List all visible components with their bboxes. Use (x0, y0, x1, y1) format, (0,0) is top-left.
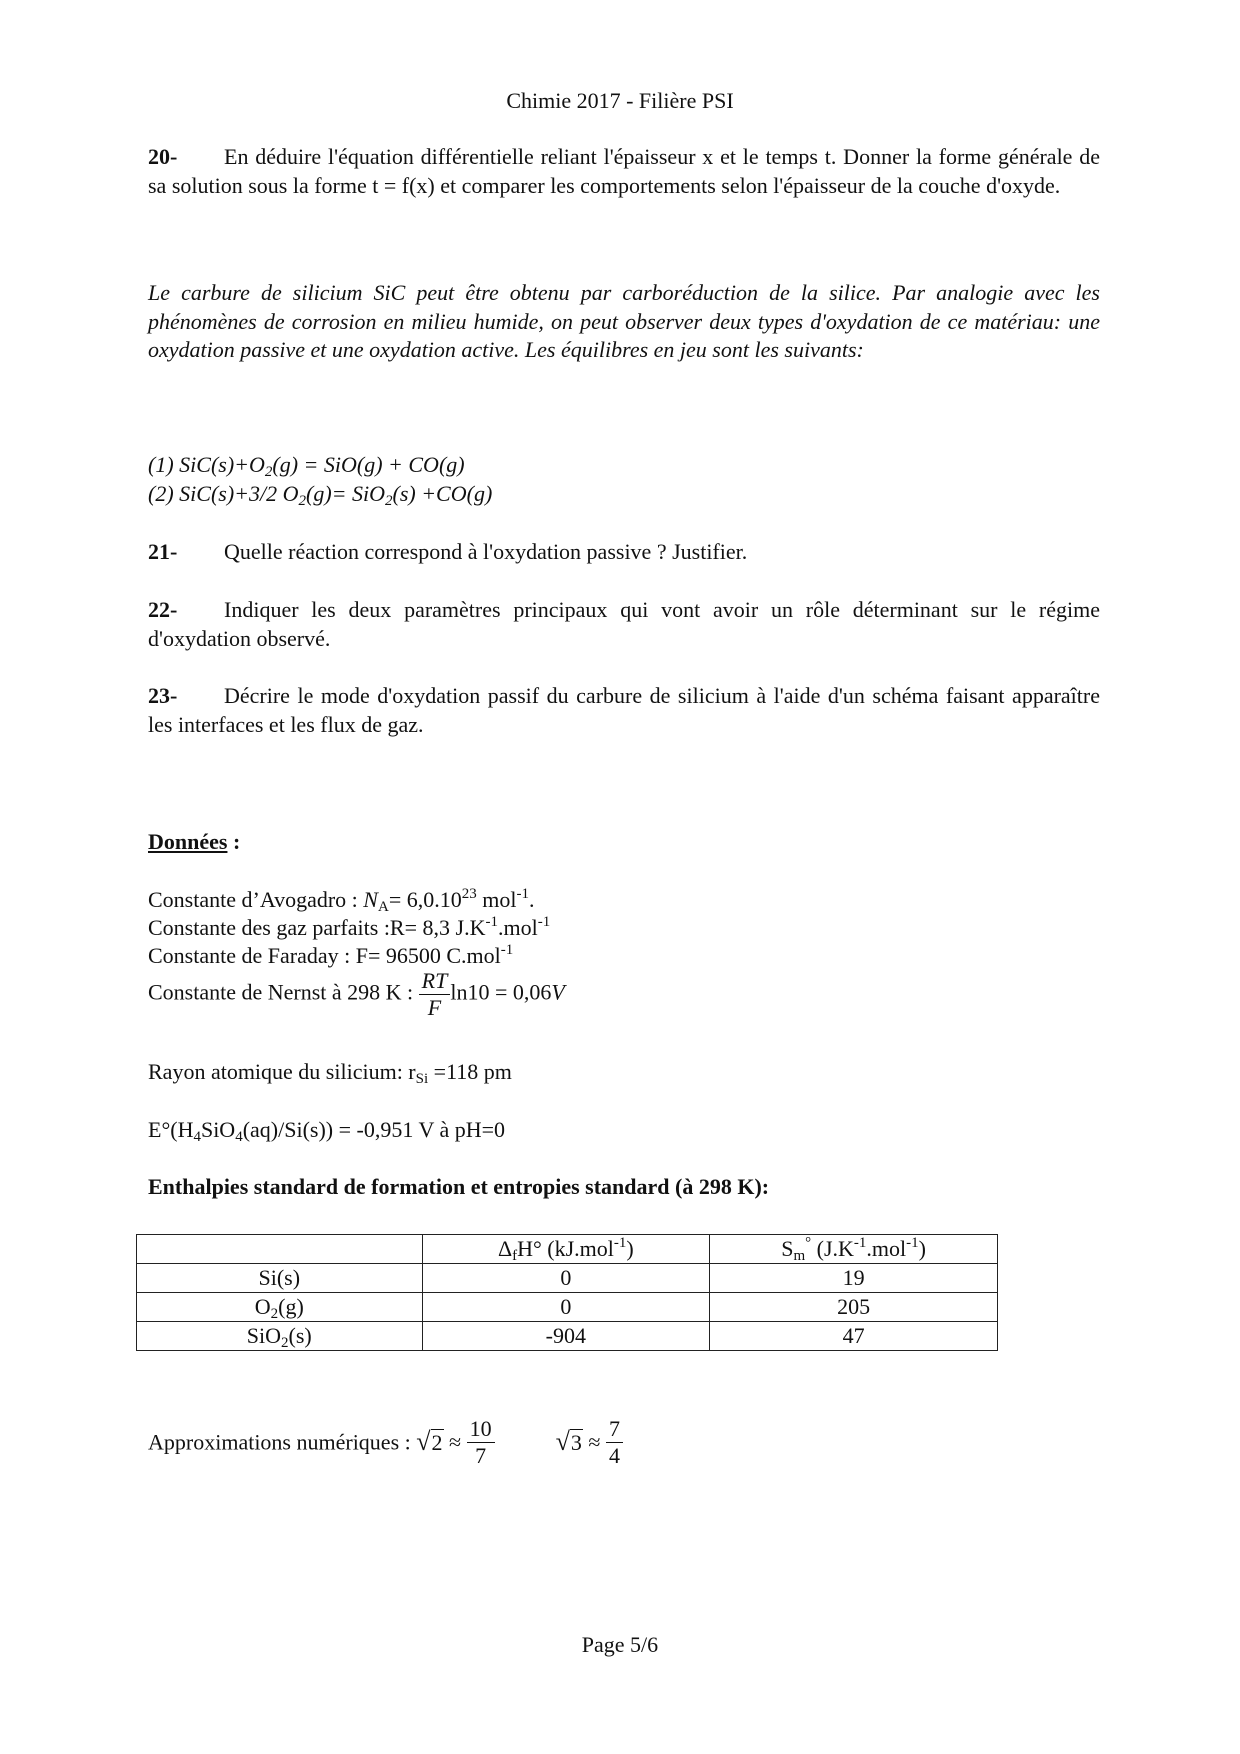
table-cell: 19 (710, 1264, 998, 1293)
question-20 (148, 143, 1100, 200)
page-header: Chimie 2017 - Filière PSI (506, 88, 734, 113)
table-cell: 0 (422, 1293, 710, 1322)
numerical-approximations: Approximations numériques : √2 ≈ $\frac{10}{7}$ √3 ≈ $\frac{7}{4}$ (148, 1416, 623, 1469)
nernst-constant: Constante de Nernst à 298 K : $\frac{RT}{F}$ ln10 = 0,06V (148, 968, 565, 1020)
table-cell: 47 (710, 1322, 998, 1351)
avogadro-constant: Constante d’Avogadro : $N_A= 6,0.10^{23}$ mol$^{-1}$. (148, 886, 535, 915)
equation-1: (1) $SiC(s)+O_2(g) = SiO(g) + CO(g)$ (148, 452, 465, 480)
enthalpies-title: Enthalpies standard de formation et entropies standard (à 298 K): (148, 1174, 770, 1199)
table-header-cell: $S_m^\circ$ $(J.K^{-1}.mol^{-1})$ (710, 1235, 998, 1264)
nernst-fraction: $\frac{RT}{F}$ (419, 968, 451, 1021)
sqrt-2: √2 (416, 1427, 443, 1456)
question-21 (148, 538, 1100, 567)
table-header-row (137, 1235, 998, 1264)
table-cell: $O_2(g)$ (137, 1293, 423, 1322)
question-text: Quelle réaction correspond à l'oxydation passive ? Justifier. (224, 539, 748, 564)
table-header-cell: $\Delta_fH^\circ$ (kJ.mol$^{-1}$) (422, 1235, 710, 1264)
table-row (137, 1293, 998, 1322)
fraction-10-7: $\frac{10}{7}$ (467, 1416, 495, 1469)
table-cell: Si(s) (137, 1264, 423, 1293)
standard-potential: $E^\circ(H_4SiO_4(aq)/Si(s)) = -0,951$ V à pH=0 (148, 1117, 506, 1145)
table-row (137, 1264, 998, 1293)
equation-2: (2) SiC(s)+3/2 $O_2(g)= SiO_2(s) +CO(g)$ (148, 481, 493, 509)
question-number: 21- (148, 539, 178, 564)
question-22 (148, 596, 1100, 653)
page-number: Page 5/6 (581, 1632, 659, 1657)
fraction-7-4: $\frac{7}{4}$ (606, 1416, 623, 1469)
sqrt-3: √3 (555, 1427, 582, 1456)
table-row (137, 1322, 998, 1351)
table-cell: 205 (710, 1293, 998, 1322)
table-header-cell (137, 1235, 423, 1264)
thermo-table (136, 1234, 998, 1351)
question-text: Décrire le mode d'oxydation passif du carbure de silicium à l'aide d'un schéma faisant apparaître les interfaces et les flux de gaz. (148, 683, 1100, 737)
intro-paragraph: Le carbure de silicium SiC peut être obtenu par carboréduction de la silice. Par analogie avec les phénomènes de corrosion en milieu humide, on peut observer deux types d'oxydation de ce matériau: une oxydation passive et une oxydation active. Les équilibres en jeu sont les suivants: (148, 280, 1100, 362)
gas-constant: Constante des gaz parfaits :R= 8,3 $J.K^{-1}.mol^{-1}$ (148, 914, 551, 940)
table-cell: -904 (422, 1322, 710, 1351)
table-cell: 0 (422, 1264, 710, 1293)
donnees-title: Données : (148, 829, 241, 854)
question-number: 23- (148, 683, 178, 708)
faraday-constant: Constante de Faraday : F= 96500 C.mol$^{-1}$ (148, 942, 514, 968)
table-cell: SiO$_2$(s) (137, 1322, 423, 1351)
question-text: En déduire l'équation différentielle reliant l'épaisseur x et le temps t. Donner la forme générale de sa solution sous la forme t = f(x) et comparer les comportements selon l'épaisseur de la couche d'oxyde. (148, 144, 1100, 198)
silicon-radius: Rayon atomique du silicium: $r_{Si} =118$ pm (148, 1059, 512, 1087)
question-text: Indiquer les deux paramètres principaux qui vont avoir un rôle déterminant sur le régime d'oxydation observé. (148, 597, 1100, 651)
question-number: 22- (148, 597, 178, 622)
question-23 (148, 682, 1100, 739)
question-number: 20- (148, 144, 178, 169)
